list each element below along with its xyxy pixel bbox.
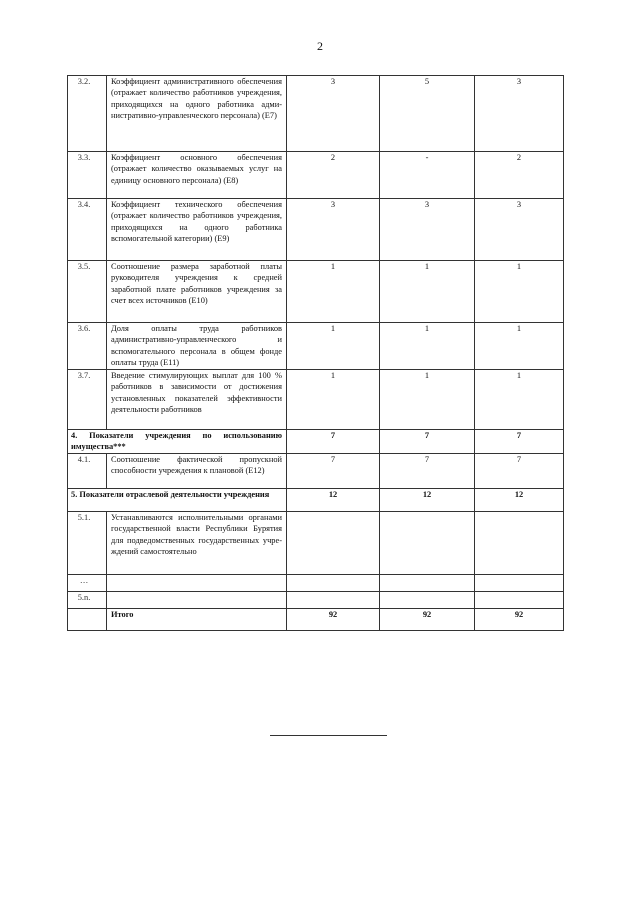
section-value-2: 12 [380,488,475,511]
value-column-2: 3 [380,199,475,261]
value-column-2: 1 [380,323,475,370]
total-row [68,608,564,630]
value-column-1: 3 [287,199,380,261]
table-row [68,453,564,488]
indicator-name [107,574,287,591]
row-number: 3.6. [68,323,107,370]
indicator-name [107,591,287,608]
section-row [68,430,564,454]
value-column-3: 3 [475,199,564,261]
value-column-2: - [380,152,475,199]
indicator-name: Введение стимулирующих выплат для 100 % работников в зависимости от достижения установленных показателей эффективности деятельности работников [107,370,287,430]
total-value-1: 92 [287,608,380,630]
table-row [68,76,564,152]
value-column-1: 1 [287,323,380,370]
value-column-3: 2 [475,152,564,199]
closing-separator-line [270,735,387,736]
row-number: … [68,574,107,591]
indicator-name: Соотношение размера заработной платы руководителя учреждения к средней заработной плате работников учреждения за счет всех источников (Е10) [107,261,287,323]
value-column-3: 3 [475,76,564,152]
indicator-name: Соотношение фактической пропускной способности учреждения к плановой (Е12) [107,453,287,488]
total-label: Итого [107,608,287,630]
row-number: 5.1. [68,511,107,574]
value-column-1 [287,574,380,591]
section-title: 4. Показатели учреждения по использованию имущества*** [68,430,287,454]
table-row [68,370,564,430]
indicator-name: Устанавливаются исполнительными органами государственной власти Республики Бурятия для подведомственных государственных учреждений самостоятельно [107,511,287,574]
value-column-3: 1 [475,261,564,323]
table-row [68,323,564,370]
table-row [68,574,564,591]
section-value-3: 7 [475,430,564,454]
row-number: 5.n. [68,591,107,608]
table-row [68,152,564,199]
page-number: 2 [317,39,323,53]
value-column-1: 1 [287,261,380,323]
value-column-1: 2 [287,152,380,199]
row-number [68,608,107,630]
indicators-table [67,75,564,631]
section-value-1: 12 [287,488,380,511]
value-column-3 [475,591,564,608]
total-value-2: 92 [380,608,475,630]
row-number: 3.7. [68,370,107,430]
value-column-2 [380,574,475,591]
value-column-3: 7 [475,453,564,488]
value-column-2 [380,591,475,608]
value-column-1 [287,511,380,574]
row-number: 4.1. [68,453,107,488]
total-value-3: 92 [475,608,564,630]
row-number: 3.5. [68,261,107,323]
value-column-2: 1 [380,261,475,323]
row-number: 3.2. [68,76,107,152]
indicators-table-body [68,76,564,631]
value-column-1: 3 [287,76,380,152]
value-column-1: 7 [287,453,380,488]
row-number: 3.3. [68,152,107,199]
table-row [68,199,564,261]
value-column-1 [287,591,380,608]
row-number: 3.4. [68,199,107,261]
indicator-name: Коэффициент административного обеспечения (отражает количество работников учреждения, приходящихся на одного работника административно-управленческого персонала) (Е7) [107,76,287,152]
section-value-2: 7 [380,430,475,454]
value-column-3: 1 [475,323,564,370]
indicator-name: Коэффициент технического обеспечения (отражает количество работников учреждения, приходящихся на одного работника вспомогательной категории) (Е9) [107,199,287,261]
value-column-3: 1 [475,370,564,430]
value-column-2: 1 [380,370,475,430]
table-row [68,591,564,608]
table-row [68,511,564,574]
section-row [68,488,564,511]
section-title: 5. Показатели отраслевой деятельности учреждения [68,488,287,511]
table-row [68,261,564,323]
value-column-2: 7 [380,453,475,488]
indicator-name: Доля оплаты труда работников административно-управленческого и вспомогательного персонала в общем фонде оплаты труда (Е11) [107,323,287,370]
value-column-3 [475,574,564,591]
section-value-1: 7 [287,430,380,454]
value-column-2: 5 [380,76,475,152]
section-value-3: 12 [475,488,564,511]
indicator-name: Коэффициент основного обеспечения (отражает количество оказываемых услуг на единицу основного персонала) (Е8) [107,152,287,199]
value-column-2 [380,511,475,574]
value-column-3 [475,511,564,574]
value-column-1: 1 [287,370,380,430]
